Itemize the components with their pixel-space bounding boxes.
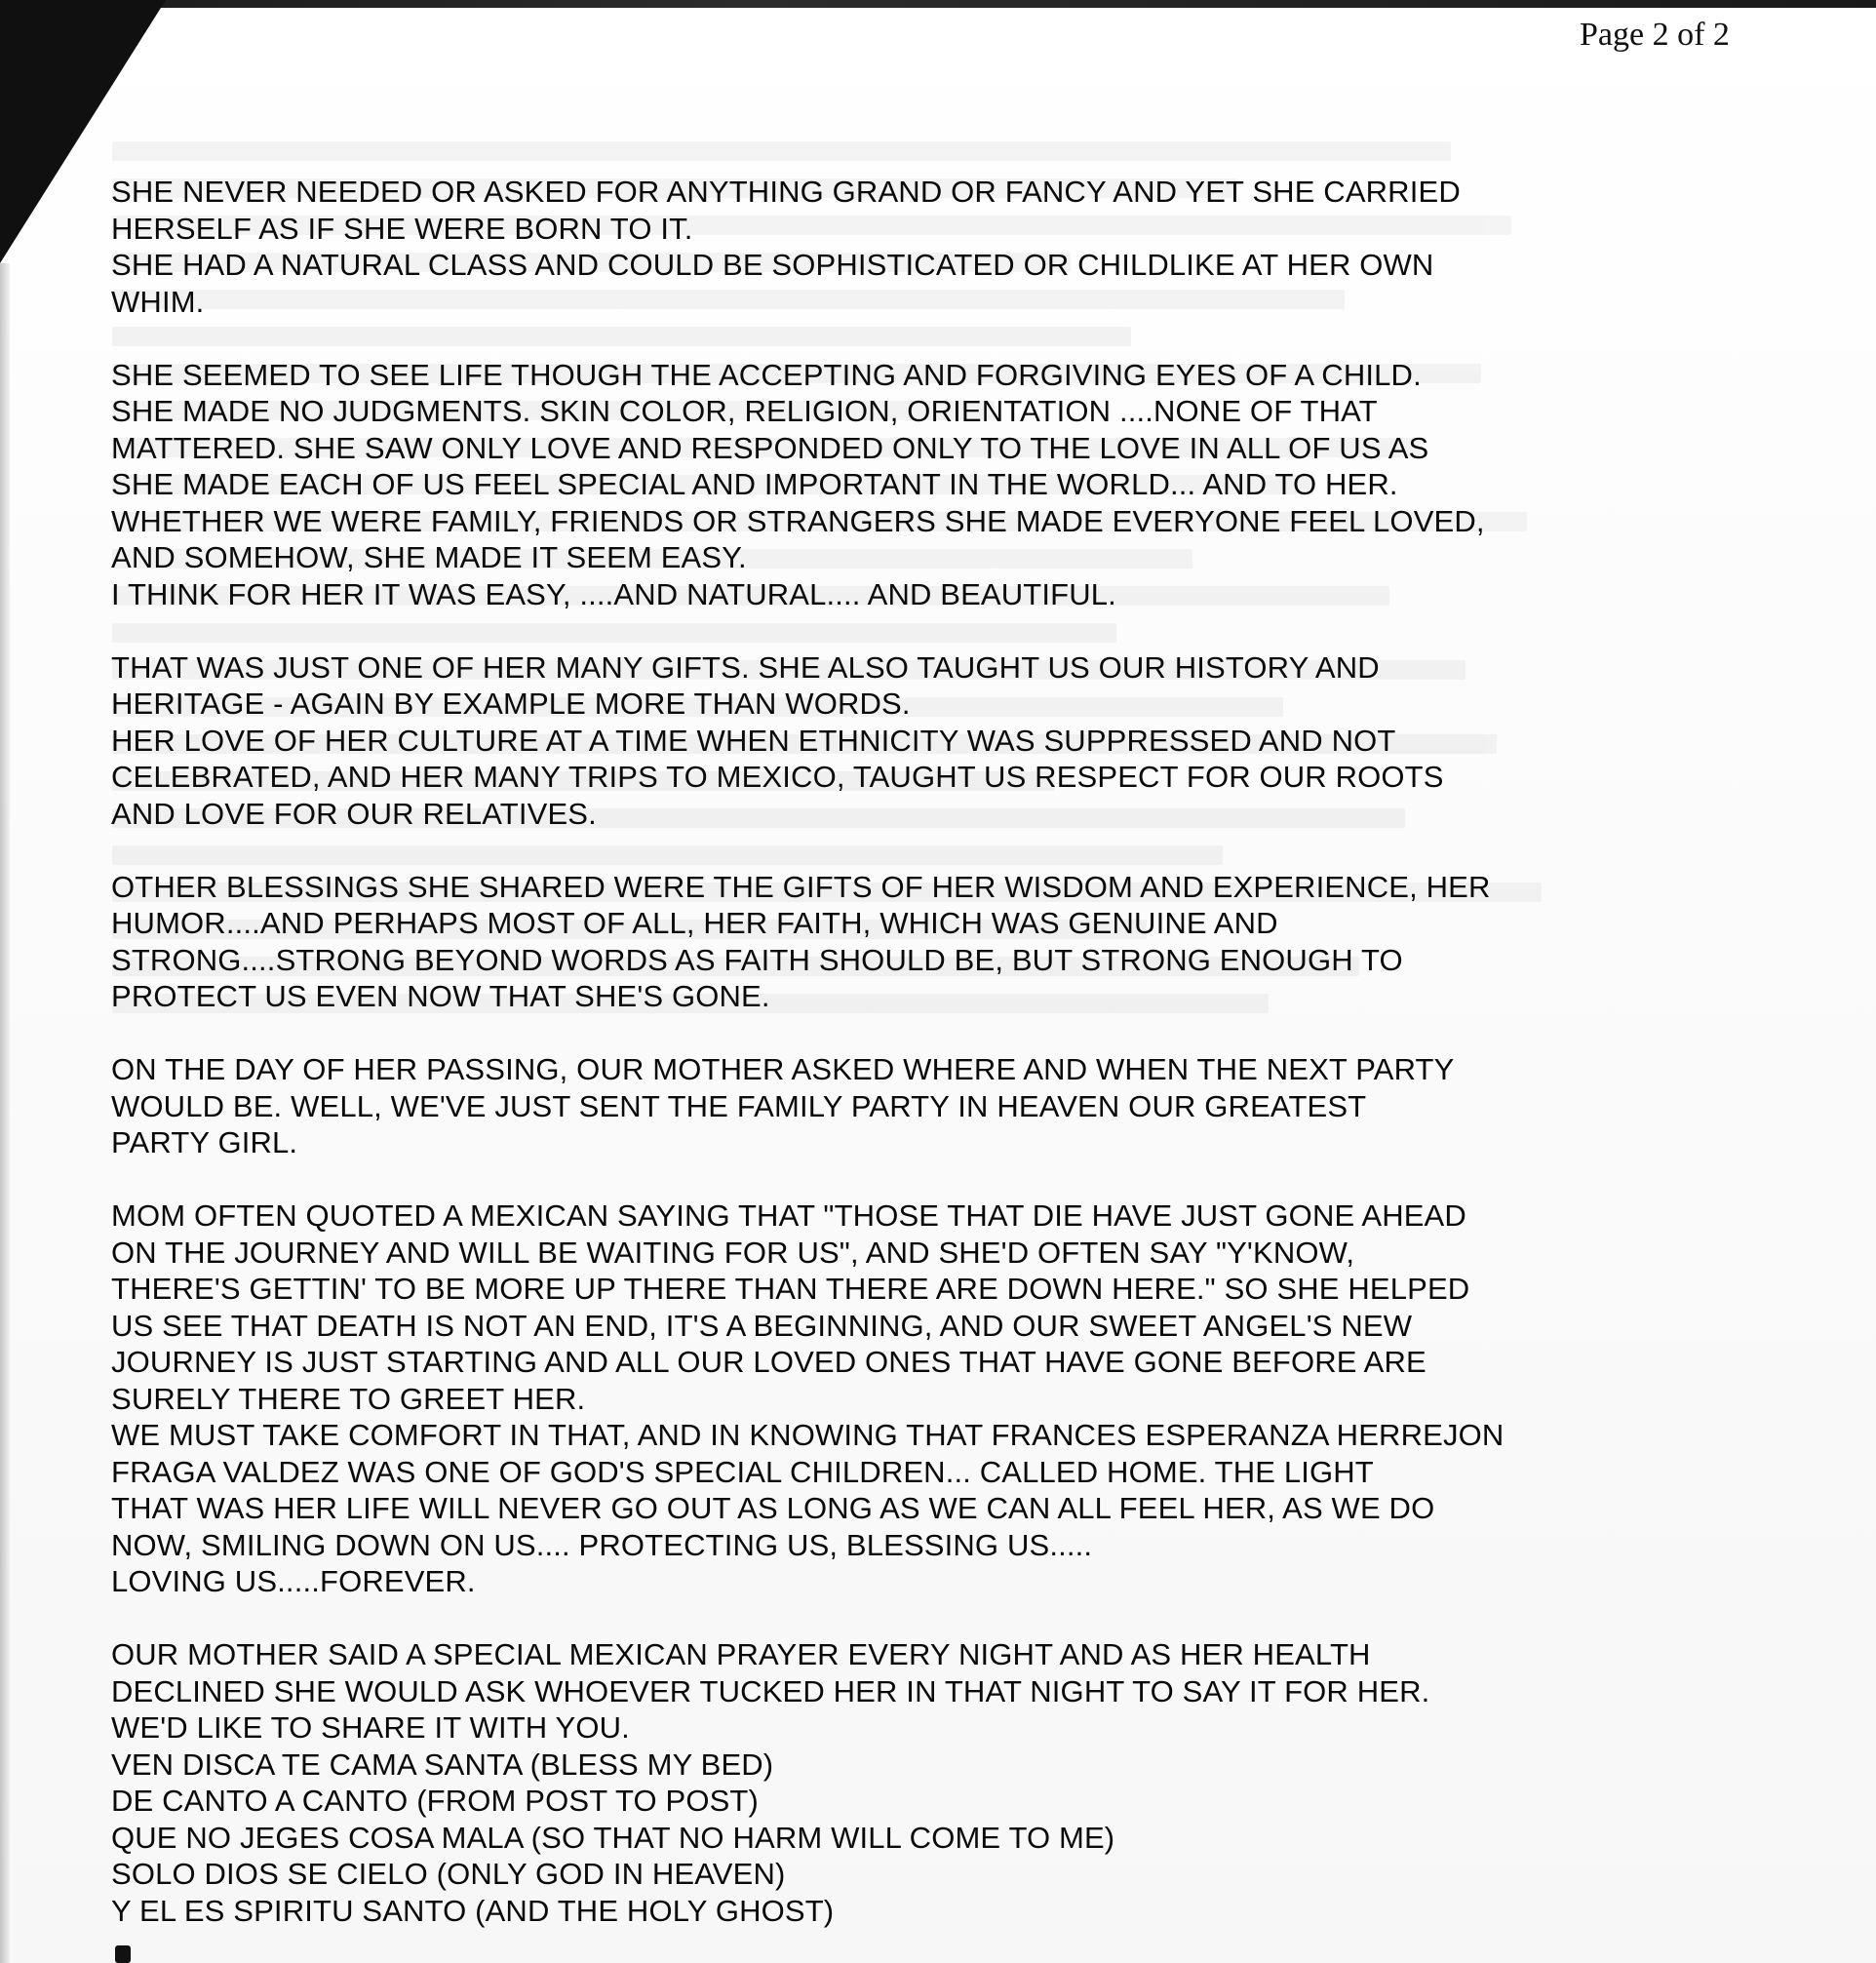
text-line: WE'D LIKE TO SHARE IT WITH YOU. bbox=[111, 1710, 630, 1745]
prayer-line: Y EL ES SPIRITU SANTO (AND THE HOLY GHOST) bbox=[111, 1893, 835, 1928]
paragraph-blessings bbox=[111, 869, 1652, 1015]
page-number: Page 2 of 2 bbox=[1580, 17, 1730, 53]
text-line: PARTY GIRL. bbox=[111, 1125, 298, 1159]
top-fold-shadow bbox=[0, 0, 1876, 8]
text-line: THERE'S GETTIN' TO BE MORE UP THERE THAN THERE ARE DOWN HERE." SO SHE HELPED bbox=[111, 1272, 1470, 1306]
prayer-line: DE CANTO A CANTO (FROM POST TO POST) bbox=[111, 1784, 759, 1818]
text-line: I THINK FOR HER IT WAS EASY, ....AND NATURAL.... AND BEAUTIFUL. bbox=[111, 576, 1116, 611]
prayer-line: SOLO DIOS SE CIELO (ONLY GOD IN HEAVEN) bbox=[111, 1857, 786, 1891]
prayer-line: VEN DISCA TE CAMA SANTA (BLESS MY BED) bbox=[111, 1747, 774, 1782]
text-line: ON THE JOURNEY AND WILL BE WAITING FOR US", AND SHE'D OFTEN SAY "Y'KNOW, bbox=[111, 1235, 1355, 1270]
text-line: JOURNEY IS JUST STARTING AND ALL OUR LOVED ONES THAT HAVE GONE BEFORE ARE bbox=[111, 1345, 1427, 1379]
text-line: PROTECT US EVEN NOW THAT SHE'S GONE. bbox=[111, 979, 770, 1013]
text-line: OTHER BLESSINGS SHE SHARED WERE THE GIFTS OF HER WISDOM AND EXPERIENCE, HER bbox=[111, 869, 1491, 904]
paragraph-party bbox=[111, 1051, 1652, 1161]
text-line: SHE NEVER NEEDED OR ASKED FOR ANYTHING GRAND OR FANCY AND YET SHE CARRIED bbox=[111, 175, 1461, 209]
text-line: DECLINED SHE WOULD ASK WHOEVER TUCKED HER IN THAT NIGHT TO SAY IT FOR HER. bbox=[111, 1673, 1430, 1708]
paragraph-heritage bbox=[111, 649, 1652, 833]
prayer-line: QUE NO JEGES COSA MALA (SO THAT NO HARM WILL COME TO ME) bbox=[111, 1820, 1115, 1855]
paragraph-journey bbox=[111, 1197, 1652, 1600]
paragraph-acceptance bbox=[111, 357, 1652, 613]
text-line: WOULD BE. WELL, WE'VE JUST SENT THE FAMILY PARTY IN HEAVEN OUR GREATEST bbox=[111, 1088, 1367, 1123]
text-line: SHE HAD A NATURAL CLASS AND COULD BE SOPHISTICATED OR CHILDLIKE AT HER OWN bbox=[111, 248, 1434, 282]
document-body bbox=[111, 174, 1652, 1963]
text-line: AND LOVE FOR OUR RELATIVES. bbox=[111, 796, 597, 831]
text-line: US SEE THAT DEATH IS NOT AN END, IT'S A BEGINNING, AND OUR SWEET ANGEL'S NEW bbox=[111, 1308, 1413, 1343]
text-line: SURELY THERE TO GREET HER. bbox=[111, 1381, 586, 1416]
page-left-edge bbox=[0, 263, 10, 1963]
text-line: WHIM. bbox=[111, 284, 205, 319]
text-line: NOW, SMILING DOWN ON US.... PROTECTING US, BLESSING US..... bbox=[111, 1527, 1093, 1562]
text-line: HER LOVE OF HER CULTURE AT A TIME WHEN ETHNICITY WAS SUPPRESSED AND NOT bbox=[111, 723, 1396, 758]
text-line: HERSELF AS IF SHE WERE BORN TO IT. bbox=[111, 211, 693, 246]
cut-off-mark bbox=[115, 1945, 131, 1963]
text-line: ON THE DAY OF HER PASSING, OUR MOTHER ASKED WHERE AND WHEN THE NEXT PARTY bbox=[111, 1052, 1455, 1086]
text-line: AND SOMEHOW, SHE MADE IT SEEM EASY. bbox=[111, 540, 747, 574]
text-line: WE MUST TAKE COMFORT IN THAT, AND IN KNOWING THAT FRANCES ESPERANZA HERREJON bbox=[111, 1418, 1505, 1452]
text-line: STRONG....STRONG BEYOND WORDS AS FAITH SHOULD BE, BUT STRONG ENOUGH TO bbox=[111, 942, 1403, 977]
text-line: LOVING US.....FOREVER. bbox=[111, 1564, 476, 1598]
text-line: THAT WAS HER LIFE WILL NEVER GO OUT AS LONG AS WE CAN ALL FEEL HER, AS WE DO bbox=[111, 1491, 1435, 1525]
text-line: MATTERED. SHE SAW ONLY LOVE AND RESPONDED ONLY TO THE LOVE IN ALL OF US AS bbox=[111, 430, 1429, 465]
text-line: THAT WAS JUST ONE OF HER MANY GIFTS. SHE ALSO TAUGHT US OUR HISTORY AND bbox=[111, 649, 1380, 685]
text-line: HERITAGE - AGAIN BY EXAMPLE MORE THAN WORDS. bbox=[111, 687, 911, 721]
text-line: CELEBRATED, AND HER MANY TRIPS TO MEXICO, TAUGHT US RESPECT FOR OUR ROOTS bbox=[111, 760, 1444, 794]
text-line: MOM OFTEN QUOTED A MEXICAN SAYING THAT "THOSE THAT DIE HAVE JUST GONE AHEAD bbox=[111, 1198, 1466, 1233]
text-line: HUMOR....AND PERHAPS MOST OF ALL, HER FAITH, WHICH WAS GENUINE AND bbox=[111, 906, 1278, 940]
paragraph-character bbox=[111, 174, 1652, 320]
text-line: SHE MADE NO JUDGMENTS. SKIN COLOR, RELIGION, ORIENTATION ....NONE OF THAT bbox=[111, 394, 1378, 428]
paragraph-prayer bbox=[111, 1636, 1652, 1929]
text-line: WHETHER WE WERE FAMILY, FRIENDS OR STRANGERS SHE MADE EVERYONE FEEL LOVED, bbox=[111, 503, 1485, 538]
text-line: OUR MOTHER SAID A SPECIAL MEXICAN PRAYER EVERY NIGHT AND AS HER HEALTH bbox=[111, 1637, 1371, 1671]
text-line: FRAGA VALDEZ WAS ONE OF GOD'S SPECIAL CHILDREN... CALLED HOME. THE LIGHT bbox=[111, 1454, 1374, 1489]
text-line: SHE MADE EACH OF US FEEL SPECIAL AND IMPORTANT IN THE WORLD... AND TO HER. bbox=[111, 467, 1398, 501]
text-line: SHE SEEMED TO SEE LIFE THOUGH THE ACCEPTING AND FORGIVING EYES OF A CHILD. bbox=[111, 357, 1422, 392]
